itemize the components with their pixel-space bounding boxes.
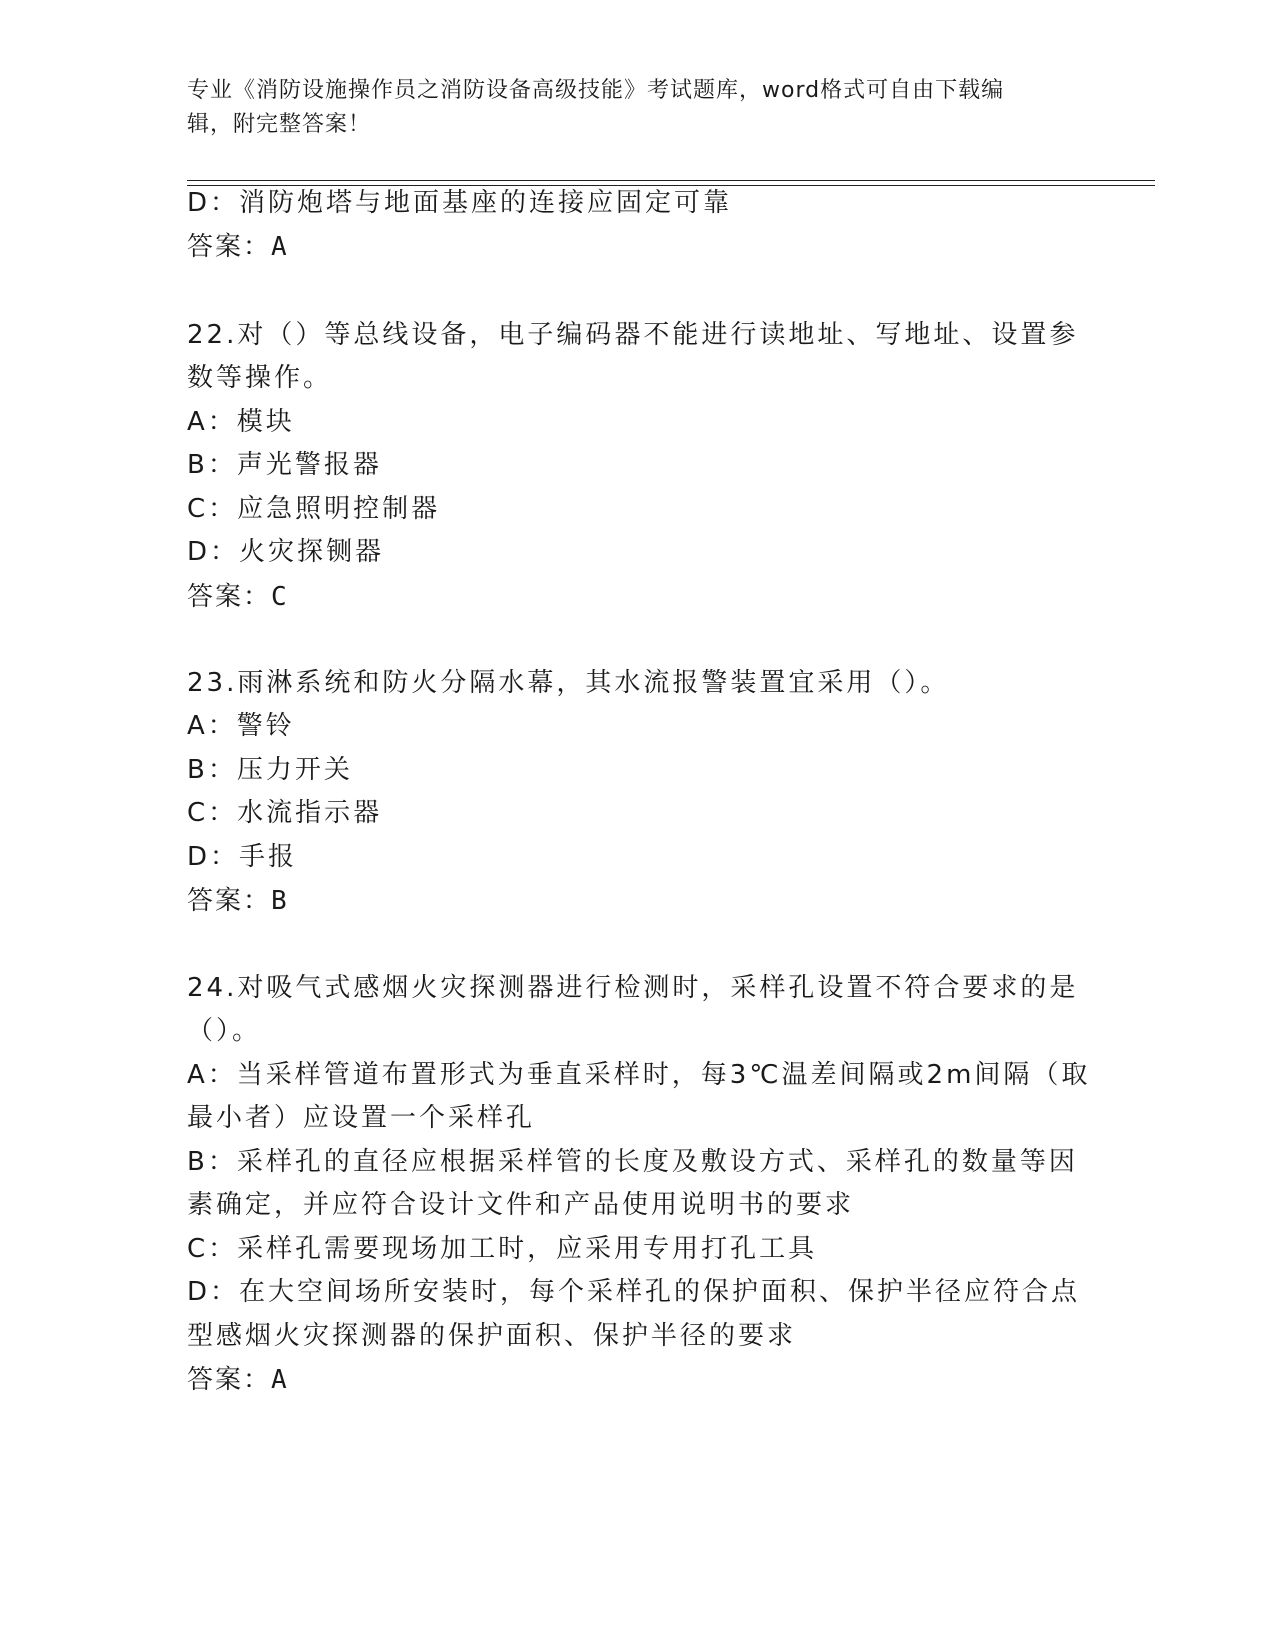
- answer-value: C: [271, 582, 289, 612]
- answer-value: A: [271, 1365, 289, 1395]
- answer-label: 答案：: [187, 885, 272, 915]
- question-24-option-b-line-2: 素确定，并应符合设计文件和产品使用说明书的要求: [187, 1190, 855, 1220]
- question-24-option-c: C：采样孔需要现场加工时，应采用专用打孔工具: [187, 1234, 818, 1264]
- document-header: [187, 74, 1067, 142]
- answer-label: 答案：: [187, 581, 272, 611]
- question-24-option-d-line-2: 型感烟火灾探测器的保护面积、保护半径的要求: [187, 1321, 797, 1351]
- question-23-answer: [187, 883, 289, 918]
- question-24-stem-line-1: 24.对吸气式感烟火灾探测器进行检测时，采样孔设置不符合要求的是: [187, 973, 1079, 1003]
- question-23-stem-line-1: 23.雨淋系统和防火分隔水幕，其水流报警装置宜采用（）。: [187, 668, 950, 698]
- question-23-option-a: A：警铃: [187, 711, 295, 741]
- question-22-stem-line-2: 数等操作。: [187, 363, 333, 393]
- question-24-option-d-line-1: D：在大空间场所安装时，每个采样孔的保护面积、保护半径应符合点: [187, 1277, 1081, 1307]
- question-24-stem-line-2: （）。: [187, 1016, 262, 1046]
- question-24-option-b-line-1: B：采样孔的直径应根据采样管的长度及敷设方式、采样孔的数量等因: [187, 1147, 1078, 1177]
- answer-value: B: [271, 886, 289, 916]
- question-22-option-b: B：声光警报器: [187, 450, 382, 480]
- question-22-option-c: C：应急照明控制器: [187, 494, 441, 524]
- question-22-option-d: D：火灾探铡器: [187, 537, 385, 567]
- header-divider-top: [187, 180, 1155, 181]
- question-24-option-a-line-1: A：当采样管道布置形式为垂直采样时，每3℃温差间隔或2m间隔（取: [187, 1060, 1091, 1090]
- question-22-answer: [187, 579, 289, 614]
- prev-answer: [187, 229, 289, 264]
- header-line-1: 专业《消防设施操作员之消防设备高级技能》考试题库，word格式可自由下载编: [187, 78, 1005, 103]
- answer-label: 答案：: [187, 231, 272, 261]
- answer-value: A: [271, 232, 289, 262]
- question-22-stem-line-1: 22.对（）等总线设备，电子编码器不能进行读地址、写地址、设置参: [187, 320, 1079, 350]
- question-24-answer: [187, 1362, 289, 1397]
- answer-label: 答案：: [187, 1364, 272, 1394]
- question-23-option-d: D：手报: [187, 842, 298, 872]
- question-23-option-b: B：压力开关: [187, 755, 353, 785]
- header-line-2: 辑，附完整答案！: [187, 112, 372, 137]
- prev-option-d: D：消防炮塔与地面基座的连接应固定可靠: [187, 188, 733, 218]
- question-23-option-c: C：水流指示器: [187, 798, 383, 828]
- question-24-option-a-line-2: 最小者）应设置一个采样孔: [187, 1103, 536, 1133]
- question-22-option-a: A：模块: [187, 407, 295, 437]
